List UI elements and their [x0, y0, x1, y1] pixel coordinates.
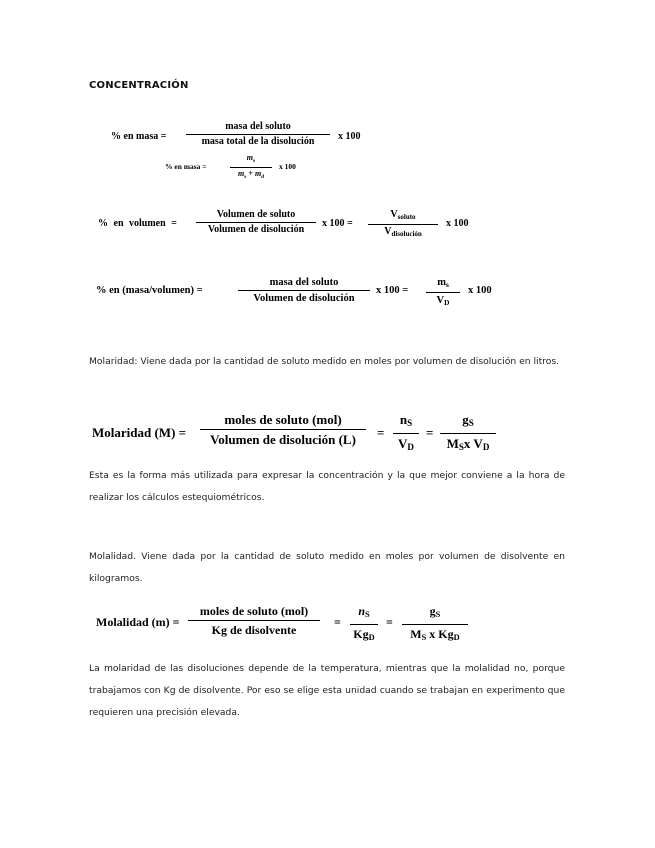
formula-molality-numerator3: $g_S$ — [429, 604, 441, 619]
formula-mass-lhs: % en masa = — [111, 131, 167, 142]
formula-mass-times: x 100 — [338, 131, 361, 142]
formula-massvol-numerator2: $m_s$ — [437, 277, 449, 289]
formula-molarity-eq2: = — [426, 425, 434, 440]
formula-volume-fraction — [196, 208, 316, 237]
formula-molality-lhs: Molalidad (m) = — [96, 615, 180, 629]
formula-mass-fraction — [186, 120, 330, 149]
formula-volume-numerator2: $V_{soluto}$ — [390, 209, 416, 221]
formula-molarity-denominator3: $M_Sx$ $V_D$ — [440, 433, 496, 457]
formula-mass-denominator: masa total de la disolución — [186, 134, 330, 149]
paragraph-molarity-use: Esta es la forma más utilizada para expresar la concentración y la que mejor conviene a la hora de realizar los cálculos estequiométricos. — [89, 470, 565, 503]
formula-molarity-lhs: Molaridad (M) = — [92, 425, 187, 440]
formula-mass2-fraction — [230, 152, 272, 183]
formula-massvol-lhs: % en (masa/volumen) = — [96, 285, 203, 296]
formula-volume-times2: x 100 — [446, 218, 469, 229]
formula-mass2-times: x 100 — [279, 162, 296, 171]
formula-molarity-fraction3 — [440, 410, 496, 457]
formula-volume-lhs: % en volumen = — [98, 218, 177, 229]
formula-volume-numerator: Volumen de soluto — [216, 209, 296, 220]
formula-molality-eq1: = — [334, 615, 341, 629]
formula-molarity-numerator3: $g_S$ — [462, 412, 474, 428]
formula-massvol-denominator: Volumen de disolución — [238, 290, 370, 306]
paragraph-molality: Molalidad. Viene dada por la cantidad de soluto medido en moles por volumen de disolvente en kilogramos. — [89, 551, 565, 584]
formula-molarity-fraction — [200, 410, 366, 449]
formula-mass2-denominator: $m_s + m_d$ — [230, 167, 272, 183]
paragraph-molarity: Molaridad: Viene dada por la cantidad de soluto medido en moles por volumen de disolución en litros. — [89, 356, 560, 367]
paragraph-final: La molaridad de las disoluciones depende de la temperatura, mientras que la molalidad no, porque trabajamos con Kg de disolvente. Por eso se elige esta unidad cuando se trabajan en experimento que requieren una precisión elevada. — [89, 663, 565, 718]
formula-molality-denominator3: $M_S$ x $Kg_D$ — [402, 624, 468, 647]
formula-volume-denominator: Volumen de disolución — [196, 222, 316, 237]
formula-massvol-fraction2 — [426, 275, 460, 310]
formula-volume-times1: x 100 = — [322, 218, 353, 229]
formula-molarity-numerator2: $n_S$ — [399, 412, 413, 428]
formula-molality-denominator2: $Kg_D$ — [350, 624, 378, 647]
formula-massvol-fraction — [238, 275, 370, 306]
formula-mass-numerator: masa del soluto — [225, 121, 291, 132]
formula-massvol-denominator2: $V_D$ — [426, 292, 460, 310]
formula-molality-fraction — [188, 602, 320, 639]
formula-molarity-denominator2: $V_D$ — [393, 433, 419, 457]
formula-massvol-times1: x 100 = — [376, 285, 409, 296]
formula-mass2-lhs: % en masa = — [165, 162, 207, 171]
formula-molality-numerator2: $n_S$ — [358, 604, 370, 619]
formula-molarity-numerator: moles de soluto (mol) — [224, 412, 342, 427]
formula-volume-denominator2: $V_{disolución}$ — [368, 224, 438, 241]
page-title: CONCENTRACIÓN — [89, 80, 189, 91]
formula-molarity-denominator: Volumen de disolución (L) — [200, 429, 366, 449]
formula-molality-denominator: Kg de disolvente — [188, 620, 320, 639]
formula-massvol-times2: x 100 — [468, 285, 492, 296]
formula-mass2-numerator: $m_s$ — [246, 153, 256, 164]
formula-molarity-eq1: = — [377, 425, 385, 440]
formula-massvol-numerator: masa del soluto — [269, 277, 339, 288]
formula-molality-eq2: = — [386, 615, 393, 629]
formula-volume-fraction2 — [368, 208, 438, 241]
formula-molality-fraction2 — [350, 602, 378, 647]
formula-molality-numerator: moles de soluto (mol) — [199, 604, 309, 618]
formula-molality-fraction3 — [402, 602, 468, 647]
formula-molarity-fraction2 — [393, 410, 419, 457]
